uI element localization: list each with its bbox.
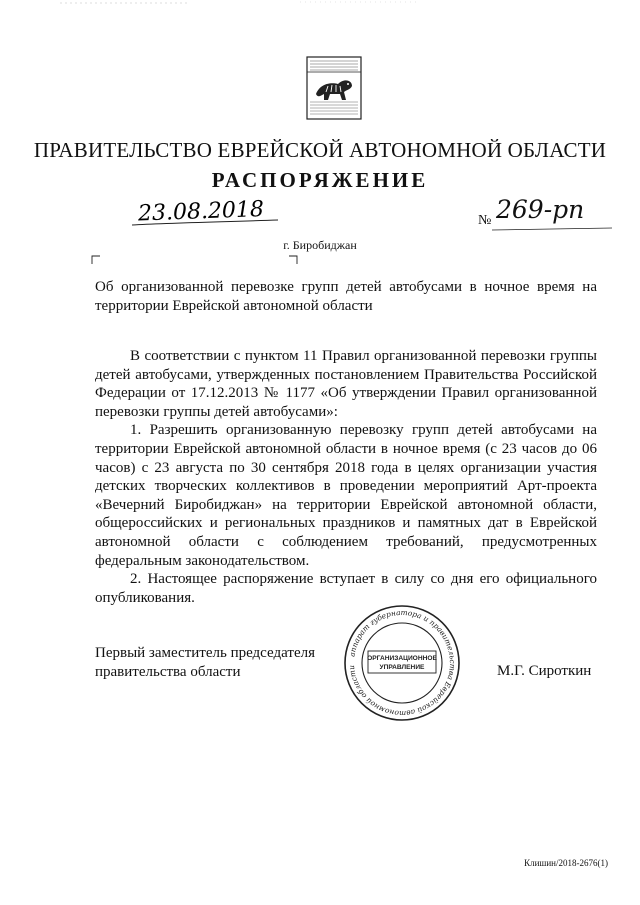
seal-center-line-1: ОРГАНИЗАЦИОННОЕ [367,655,437,662]
subject-corner-marks [91,254,311,266]
signer-title-line-1: Первый заместитель председателя [95,645,315,661]
document-subject: Об организованной перевозке групп детей автобусами в ночное время на территории Еврейской автономной области [95,279,597,314]
svg-text:аппарат губернатора и правител [347,608,457,718]
coat-of-arms-emblem [306,56,362,120]
handwritten-date [128,192,288,232]
city-line: г. Биробиджан [283,238,357,252]
organization-title: ПРАВИТЕЛЬСТВО ЕВРЕЙСКОЙ АВТОНОМНОЙ ОБЛАСТИ [33,138,607,162]
document-body [95,347,597,607]
official-seal-stamp [342,603,462,723]
body-preamble: В соответствии с пунктом 11 Правил организованной перевозки группы детей автобусами, утвержденных постановлением Правительства Российской Федерации от 17.12.2013 № 1177 «Об утверждении Правил организованной перевозки группы детей автобусами»: [95,348,597,420]
scan-artifact [0,0,640,8]
number-underline [492,227,612,233]
document-type-heading: РАСПОРЯЖЕНИЕ [211,168,429,192]
seal-center-line-2: УПРАВЛЕНИЕ [379,664,425,671]
document-number [478,195,618,240]
body-item-1: 1. Разрешить организованную перевозку групп детей автобусами на территории Еврейской автономной области в ночное время (с 23 часов до 06 часов) с 23 августа по 30 сентября 2018 года в целях организации участия детских творческих коллективов в проведении мероприятий Арт-проекта «Вечерний Биробиджан» на территории Еврейской автономной области, общероссийских и региональных праздников и памятных дат в Еврейской автономной области с соблюдением требований, предусмотренных федеральным законодательством. [95,422,597,569]
handwritten-date-text: 23.08.2018 [137,197,265,227]
handwritten-number: 269-рп [496,195,585,224]
signer-name: М.Г. Сироткин [497,663,592,679]
seal-ring-text: аппарат губернатора и правительства Еврейской автономной области [347,607,458,719]
signer-title-line-2: правительства области [95,664,241,680]
signer-title [95,644,355,682]
footer-registration-code: Клишин/2018-2676(1) [524,858,608,868]
number-sign: № [478,213,492,228]
body-item-2: 2. Настоящее распоряжение вступает в силу со дня его официального опубликования. [95,571,597,606]
